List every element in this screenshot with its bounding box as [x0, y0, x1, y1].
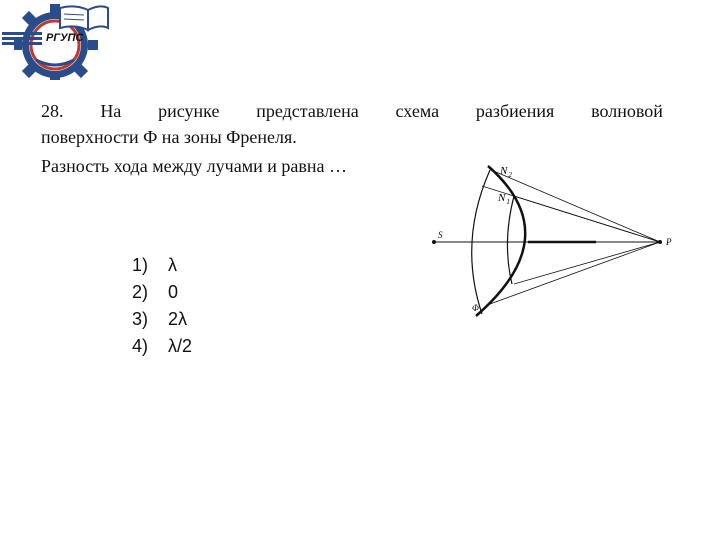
question-word: На — [100, 101, 122, 121]
question-line-2: поверхности Ф на зоны Френеля. — [41, 127, 297, 147]
answer-text: 0 — [168, 282, 179, 302]
fresnel-zone-diagram — [428, 156, 680, 320]
answer-text: 2λ — [168, 309, 188, 329]
answer-number: 3) — [132, 309, 149, 329]
rays — [482, 172, 660, 304]
book-icon — [60, 6, 108, 30]
question-word: рисунке — [158, 101, 220, 121]
question-text — [41, 98, 663, 150]
source-point — [432, 240, 436, 244]
question-word: 28. — [41, 101, 64, 121]
rail-stripes — [2, 32, 42, 45]
answer-number: 1) — [132, 255, 149, 275]
university-logo — [0, 0, 110, 80]
question-word: схема — [395, 101, 440, 121]
label-n2-sub: 2 — [508, 171, 512, 179]
answer-number: 2) — [132, 282, 149, 302]
answer-number: 4) — [132, 336, 149, 356]
label-s: S — [438, 230, 443, 240]
answer-option[interactable] — [132, 333, 192, 360]
question-line-3: Разность хода между лучами и равна … — [41, 156, 347, 176]
answer-option[interactable] — [132, 252, 192, 279]
label-n2-letter: N — [500, 165, 508, 177]
label-n1-letter: N — [498, 192, 506, 204]
logo-text: РГУПС — [46, 32, 84, 44]
answer-option[interactable] — [132, 279, 192, 306]
question-word: разбиения — [475, 101, 555, 121]
question-word: волновой — [591, 101, 663, 121]
label-phi: Φ — [472, 303, 479, 313]
answer-text: λ/2 — [168, 336, 193, 356]
zone-boundary-arc — [507, 196, 514, 284]
answer-text: λ — [168, 255, 177, 275]
answer-option[interactable] — [132, 306, 192, 333]
label-n2 — [499, 165, 512, 179]
question-word: представлена — [256, 101, 359, 121]
question-line-1 — [41, 98, 663, 124]
label-p: P — [666, 237, 672, 247]
answer-options — [132, 252, 192, 360]
label-n1-sub: 1 — [506, 198, 510, 206]
